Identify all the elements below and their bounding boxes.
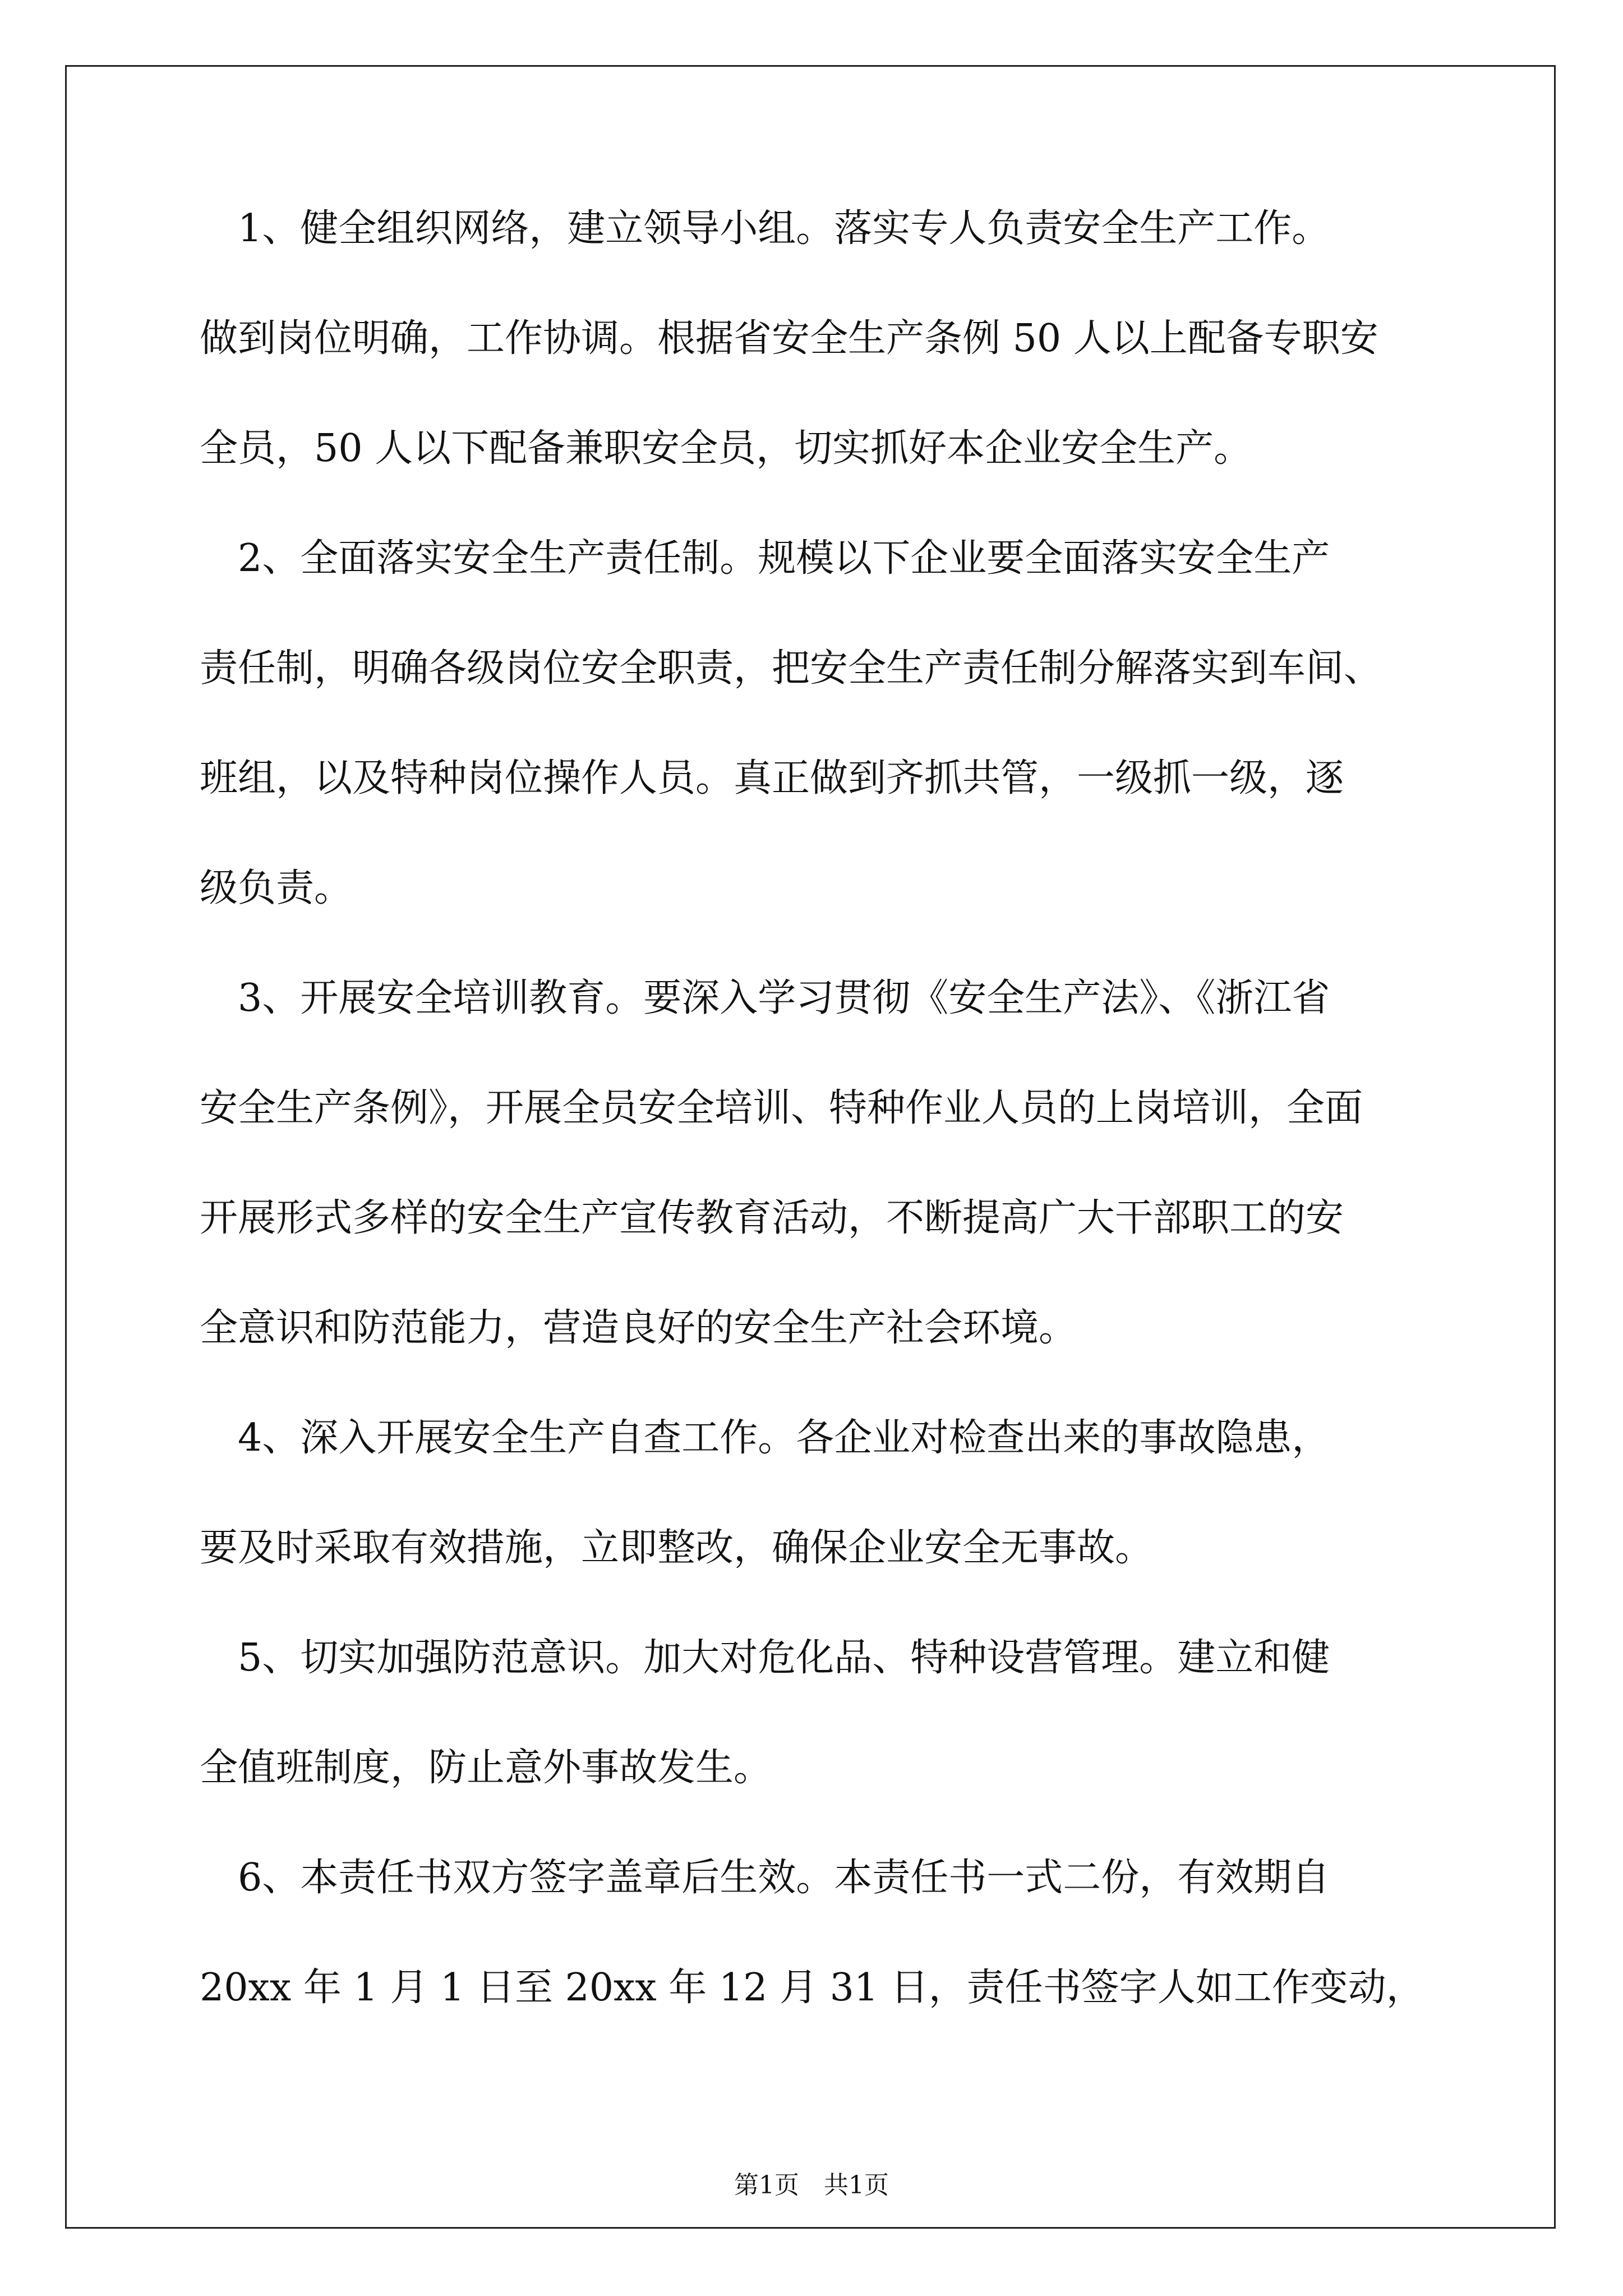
text-line: 全意识和防范能力，营造良好的安全生产社会环境。 [200,1306,1077,1350]
text-line: 全值班制度，防止意外事故发生。 [200,1746,772,1790]
text-line: 级负责。 [200,866,353,910]
text-line: 5、切实加强防范意识。加大对危化品、特种设营管理。建立和健 [200,1636,1330,1680]
text-line: 要及时采取有效措施，立即整改，确保企业安全无事故。 [200,1526,1154,1570]
text-line: 班组，以及特种岗位操作人员。真正做到齐抓共管，一级抓一级，逐 [200,756,1344,800]
text-line: 20xx 年 1 月 1 日至 20xx 年 12 月 31 日，责任书签字人如工作变动， [200,1966,1424,2010]
text-line: 做到岗位明确，工作协调。根据省安全生产条例 50 人以上配备专职安 [200,316,1378,361]
text-line: 1、健全组织网络，建立领导小组。落实专人负责安全生产工作。 [200,206,1330,251]
page-footer: 第1页 共1页 [734,2171,889,2200]
text-line: 6、本责任书双方签字盖章后生效。本责任书一式二份，有效期自 [200,1856,1330,1900]
text-line: 安全生产条例》，开展全员安全培训、特种作业人员的上岗培训，全面 [200,1086,1363,1130]
text-line: 3、开展安全培训教育。要深入学习贯彻《安全生产法》、《浙江省 [200,976,1330,1020]
text-line: 责任制，明确各级岗位安全职责，把安全生产责任制分解落实到车间、 [200,646,1382,691]
text-line: 2、全面落实安全生产责任制。规模以下企业要全面落实安全生产 [200,536,1330,581]
text-line: 4、深入开展安全生产自查工作。各企业对检查出来的事故隐患， [200,1416,1330,1460]
text-line: 全员，50 人以下配备兼职安全员，切实抓好本企业安全生产。 [200,426,1252,471]
text-line: 开展形式多样的安全生产宣传教育活动，不断提高广大干部职工的安 [200,1196,1344,1240]
